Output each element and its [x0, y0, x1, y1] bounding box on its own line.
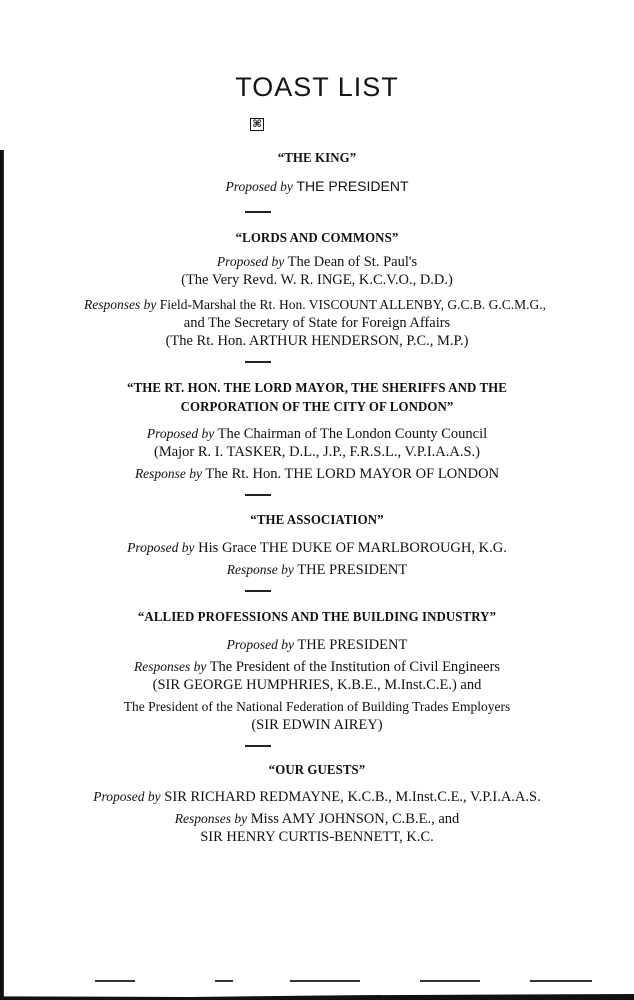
- line-text: (The Rt. Hon. ARTHUR HENDERSON, P.C., M.P.): [165, 333, 469, 349]
- toast-heading: “THE ASSOCIATION”: [250, 513, 384, 528]
- toast-line: [0, 271, 634, 289]
- divider: [245, 745, 271, 747]
- divider: [245, 590, 271, 592]
- line-text: and The Secretary of State for Foreign Affairs: [183, 315, 451, 331]
- toast-line: [0, 716, 634, 734]
- toast-line: [0, 828, 634, 846]
- line-text: THE PRESIDENT: [297, 637, 408, 653]
- line-text: THE PRESIDENT: [297, 562, 408, 578]
- toast-line: [0, 253, 634, 271]
- line-text: The Rt. Hon. THE LORD MAYOR OF LONDON: [205, 466, 500, 482]
- toast-heading: “LORDS AND COMMONS”: [235, 231, 399, 246]
- divider: [245, 494, 271, 496]
- toast-heading: “ALLIED PROFESSIONS AND THE BUILDING INDUSTRY”: [137, 610, 497, 625]
- line-label: Proposed by: [225, 179, 293, 194]
- line-text: SIR RICHARD REDMAYNE, K.C.B., M.Inst.C.E., V.P.I.A.A.S.: [164, 789, 541, 805]
- scan-mark: [420, 980, 480, 982]
- toast-line: [0, 788, 634, 806]
- divider: [245, 361, 271, 363]
- scan-mark: [95, 980, 135, 982]
- line-label: Proposed by: [146, 426, 215, 441]
- line-label: Responses by: [83, 297, 157, 312]
- toast-line: [0, 443, 634, 461]
- toast-heading: “THE KING”: [277, 151, 357, 166]
- line-text: THE PRESIDENT: [296, 178, 409, 194]
- toast-heading-continued: CORPORATION OF THE CITY OF LONDON”: [180, 400, 454, 415]
- celtic-knot-ornament-icon: ⌘: [250, 118, 264, 131]
- line-text: The President of the National Federation of Building Trades Employers: [123, 699, 511, 714]
- line-label: Proposed by: [216, 254, 285, 269]
- line-text: SIR HENRY CURTIS-BENNETT, K.C.: [200, 829, 434, 845]
- line-text: The President of the Institution of Civil Engineers: [209, 659, 501, 675]
- toast-line: [0, 332, 634, 350]
- toast-heading: “THE RT. HON. THE LORD MAYOR, THE SHERIFFS AND THE: [127, 381, 507, 396]
- toast-line: [0, 676, 634, 694]
- line-text: Field-Marshal the Rt. Hon. VISCOUNT ALLENBY, G.C.B. G.C.M.G.,: [159, 297, 546, 312]
- line-text: Miss AMY JOHNSON, C.B.E., and: [250, 811, 460, 827]
- toast-line: [0, 636, 634, 654]
- line-text: His Grace THE DUKE OF MARLBOROUGH, K.G.: [198, 540, 507, 556]
- toast-line: [0, 810, 634, 828]
- line-text: The Chairman of The London County Council: [217, 426, 488, 442]
- toast-heading: “OUR GUESTS”: [268, 763, 366, 778]
- line-text: (The Very Revd. W. R. INGE, K.C.V.O., D.D.): [181, 272, 453, 288]
- toast-line: [0, 425, 634, 443]
- scan-edge-bottom: [0, 994, 634, 1000]
- page-title: TOAST LIST: [235, 72, 399, 102]
- toast-line: [0, 465, 634, 483]
- line-text: (SIR EDWIN AIREY): [251, 717, 383, 733]
- line-label: Responses by: [133, 659, 207, 674]
- divider: [245, 211, 271, 213]
- line-label: Responses by: [174, 811, 248, 826]
- scan-mark: [290, 980, 360, 982]
- toast-line: [0, 177, 634, 196]
- line-label: Proposed by: [127, 540, 195, 555]
- scan-mark: [215, 980, 233, 982]
- toast-line: [0, 561, 634, 579]
- line-label: Response by: [226, 562, 294, 577]
- toast-line: [0, 539, 634, 557]
- line-label: Response by: [134, 466, 203, 481]
- line-text: (Major R. I. TASKER, D.L., J.P., F.R.S.L., V.P.I.A.A.S.): [154, 444, 480, 460]
- line-label: Proposed by: [226, 637, 295, 652]
- line-text: (SIR GEORGE HUMPHRIES, K.B.E., M.Inst.C.E.) and: [152, 677, 482, 693]
- line-text: The Dean of St. Paul's: [287, 254, 418, 270]
- toast-line: [0, 296, 632, 314]
- toast-line: [0, 658, 634, 676]
- toast-line: [0, 314, 634, 332]
- line-label: Proposed by: [93, 789, 161, 804]
- toast-line: [0, 698, 634, 716]
- scan-mark: [530, 980, 592, 982]
